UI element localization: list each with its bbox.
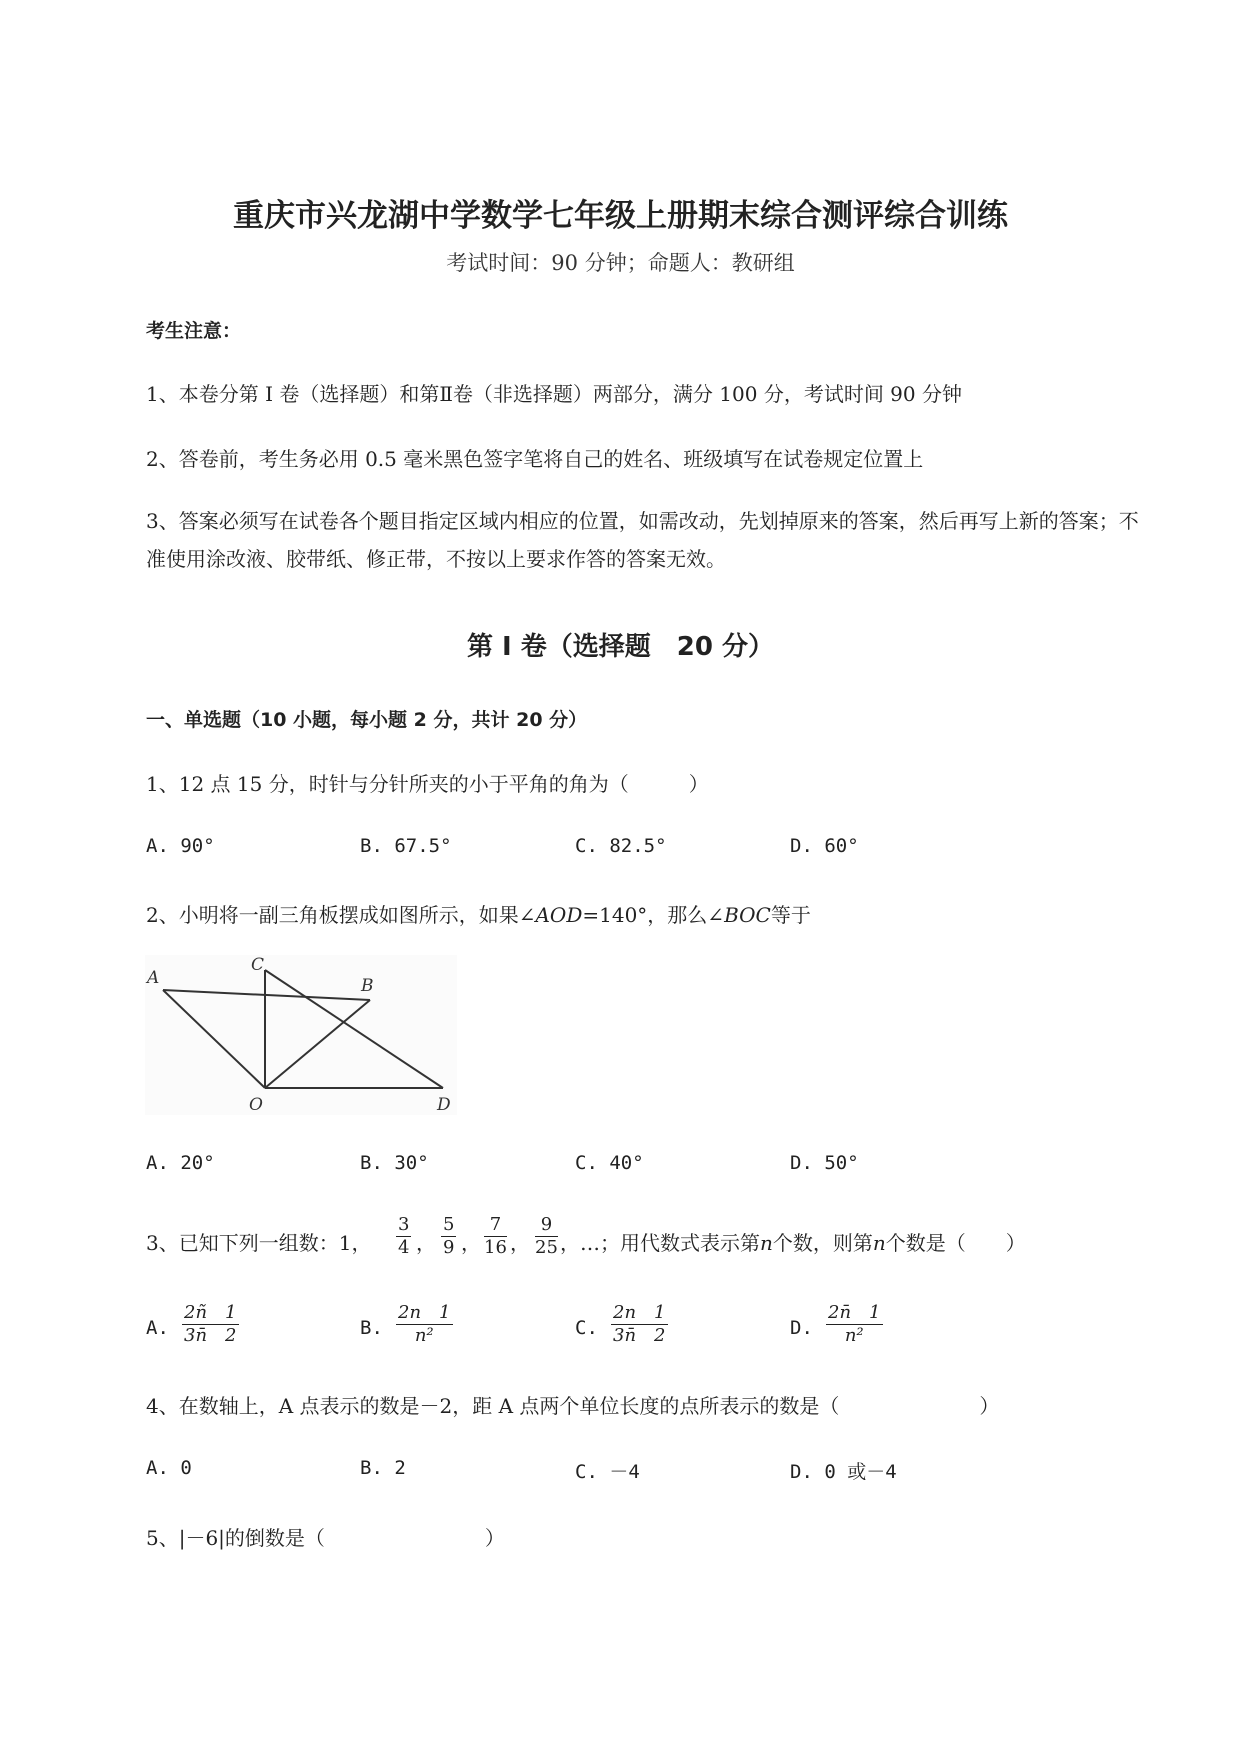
q2-option-c[interactable]: C. 40° [575,1152,644,1174]
question-3-stem-pre: 3、已知下列一组数：1， [146,1231,372,1255]
q3-option-d-fraction[interactable]: $\frac{2n̄ 1}{\text{n²}}$ [828,1302,881,1346]
question-1-stem: 1、12 点 15 分，时针与分针所夹的小于平角的角为（ ） [146,772,709,796]
label-d: D [437,1095,451,1115]
q3-option-c-letter[interactable]: C. [575,1317,598,1339]
q4-option-b[interactable]: B. 2 [360,1457,406,1479]
q3-option-d-letter[interactable]: D. [790,1317,813,1339]
q3-option-c-fraction[interactable]: $\frac{2n 1}{3n̄ 2}$ [613,1302,666,1346]
q3-option-a-letter[interactable]: A. [146,1317,169,1339]
exam-info: 考试时间：90 分钟；命题人：教研组 [446,251,795,275]
q3-fraction-2: $\frac{5}{9}$ [443,1214,455,1258]
q3-fraction-4: $\frac{9}{25}$ [535,1214,558,1258]
label-c: C [251,955,265,975]
q1-option-c[interactable]: C. 82.5° [575,835,667,857]
q4-option-c[interactable]: C. －4 [575,1461,640,1483]
question-5-stem: 5、|－6|的倒数是（ ） [146,1526,505,1550]
label-a: A [147,968,160,988]
label-b: B [361,976,374,996]
q1-option-b[interactable]: B. 67.5° [360,835,452,857]
q1-option-d[interactable]: D. 60° [790,835,859,857]
q3-option-a-fraction[interactable]: $\frac{2ñ 1}{3n̄ 2}$ [184,1302,237,1346]
q2-option-b[interactable]: B. 30° [360,1152,429,1174]
section-title: 第 I 卷（选择题 20 分） [466,632,774,662]
notice-heading: 考生注意： [146,320,242,342]
question-2-stem: 2、小明将一副三角板摆成如图所示，如果∠AOD=140°，那么∠BOC等于 [146,903,811,927]
q2-option-a[interactable]: A. 20° [146,1152,215,1174]
q4-option-d[interactable]: D. 0 或－4 [790,1461,897,1483]
q3-fraction-3: $\frac{7}{16}$ [484,1214,507,1258]
q3-option-b-fraction[interactable]: $\frac{2n 1}{\text{n²}}$ [398,1302,451,1346]
question-4-stem: 4、在数轴上，A 点表示的数是－2，距 A 点两个单位长度的点所表示的数是（ ） [146,1394,1000,1418]
q3-option-b-letter[interactable]: B. [360,1317,383,1339]
notice-item-3: 3、答案必须写在试卷各个题目指定区域内相应的位置，如需改动，先划掉原来的答案，然后再写上新的答案；不准使用涂改液、胶带纸、修正带，不按以上要求作答的答案无效。 [146,509,1139,571]
page-title: 重庆市兴龙湖中学数学七年级上册期末综合测评综合训练 [233,198,1008,234]
question-3-stem-post: ，…；用代数式表示第n个数，则第n个数是（ ） [560,1231,1026,1255]
label-o: O [249,1095,263,1115]
notice-item-1: 1、本卷分第 I 卷（选择题）和第Ⅱ卷（非选择题）两部分，满分 100 分，考试时间 90 分钟 [146,382,962,406]
group-title: 一、单选题（10 小题，每小题 2 分，共计 20 分） [146,709,588,731]
q1-option-a[interactable]: A. 90° [146,835,215,857]
notice-item-2: 2、答卷前，考生务必用 0.5 毫米黑色签字笔将自己的姓名、班级填写在试卷规定位置上 [146,447,924,471]
triangle-figure [145,955,457,1115]
q3-fraction-1: $\frac{3}{4}$ [398,1214,410,1258]
q4-option-a[interactable]: A. 0 [146,1457,192,1479]
q2-option-d[interactable]: D. 50° [790,1152,859,1174]
